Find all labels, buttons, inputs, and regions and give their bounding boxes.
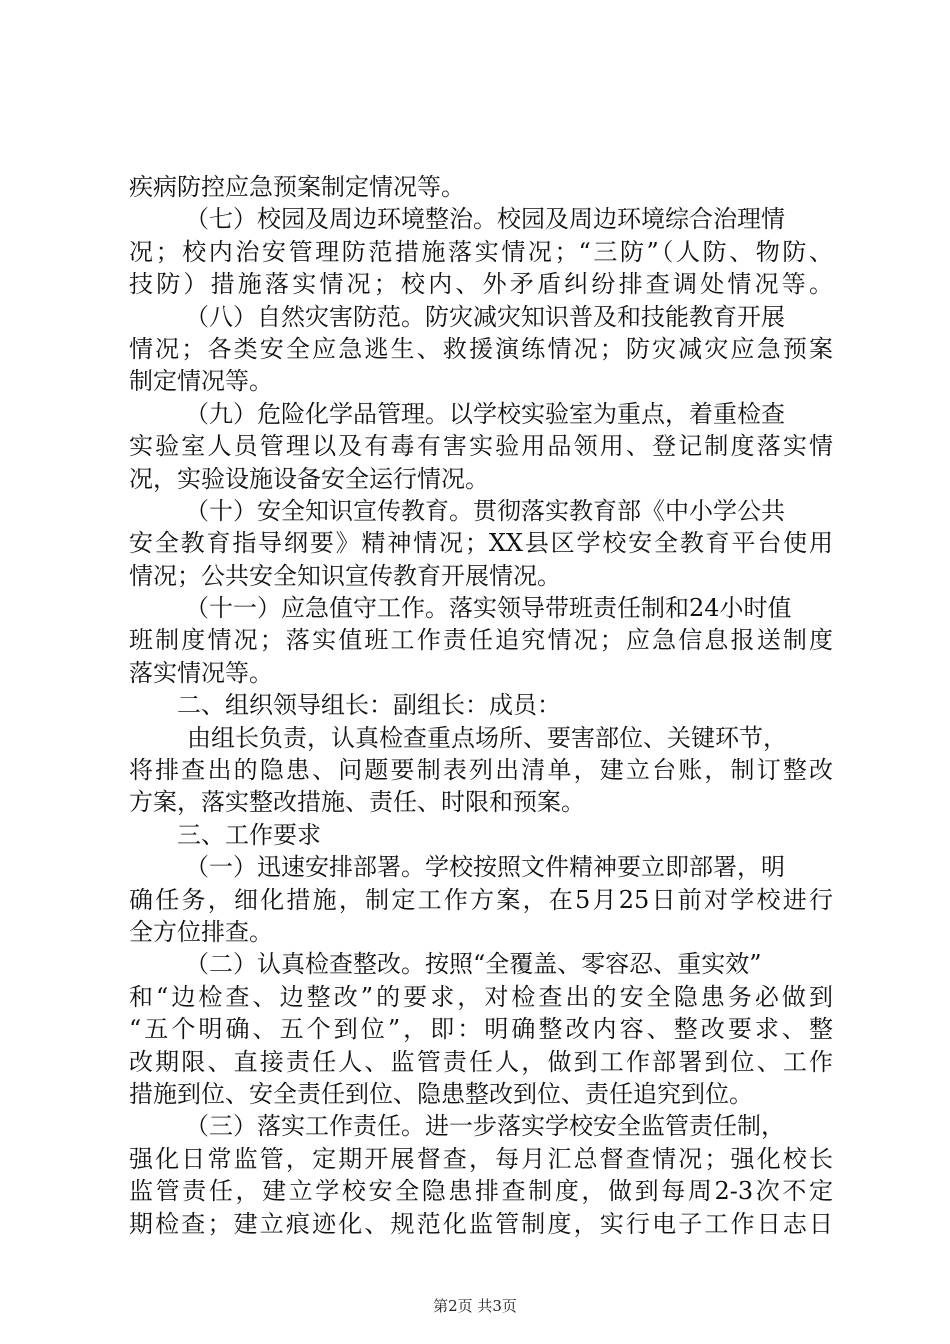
text-line: 由组长负责，认真检查重点场所、要害部位、关键环节， — [187, 723, 787, 752]
text-line: 技防）措施落实情况；校内、外矛盾纠纷排查调处情况等。 — [129, 270, 833, 299]
page-footer: 第2页 共3页 — [433, 1297, 517, 1315]
text-line: 班制度情况；落实值班工作责任追究情况；应急信息报送制度 — [129, 626, 833, 655]
text-line: 确任务，细化措施，制定工作方案，在5月25日前对学校进行 — [129, 885, 833, 914]
text-line: 况，实验设施设备安全运行情况。 — [129, 464, 489, 493]
text-line: 和“边检查、边整改”的要求，对检查出的安全隐患务必做到 — [129, 982, 833, 1011]
text-line: （十）安全知识宣传教育。贯彻落实教育部《中小学公共 — [185, 496, 785, 525]
text-line: 情况；公共安全知识宣传教育开展情况。 — [129, 561, 561, 590]
text-line: 监管责任，建立学校安全隐患排查制度，做到每周2-3次不定 — [129, 1177, 833, 1206]
text-line: 改期限、直接责任人、监管责任人，做到工作部署到位、工作 — [129, 1047, 833, 1076]
text-line: 情况；各类安全应急逃生、救援演练情况；防灾减灾应急预案 — [129, 334, 833, 363]
text-line: 期检查；建立痕迹化、规范化监管制度，实行电子工作日志日 — [129, 1209, 833, 1238]
text-line: 落实情况等。 — [129, 658, 273, 687]
document-body — [129, 171, 833, 1240]
text-line: 二、组织领导组长：副组长：成员： — [177, 691, 561, 720]
text-line: （十一）应急值守工作。落实领导带班责任制和24小时值 — [185, 594, 792, 623]
text-line: （九）危险化学品管理。以学校实验室为重点，着重检查 — [185, 399, 785, 428]
text-line: 措施到位、安全责任到位、隐患整改到位、责任追究到位。 — [129, 1079, 753, 1108]
text-line: “五个明确、五个到位”，即：明确整改内容、整改要求、整 — [129, 1015, 833, 1044]
text-line: 方案，落实整改措施、责任、时限和预案。 — [129, 788, 585, 817]
text-line: 全方位排查。 — [129, 917, 273, 946]
text-line: （二）认真检查整改。按照“全覆盖、零容忍、重实效” — [185, 950, 762, 979]
text-line: 将排查出的隐患、问题要制表列出清单，建立台账，制订整改 — [129, 756, 833, 785]
text-line: 实验室人员管理以及有毒有害实验用品领用、登记制度落实情 — [129, 432, 833, 461]
text-line: 三、工作要求 — [177, 820, 321, 849]
text-line: 疾病防控应急预案制定情况等。 — [129, 173, 465, 201]
text-line: （七）校园及周边环境整治。校园及周边环境综合治理情 — [185, 205, 785, 234]
text-line: （八）自然灾害防范。防灾减灾知识普及和技能教育开展 — [185, 302, 785, 331]
text-line: 况；校内治安管理防范措施落实情况；“三防”（人防、物防、 — [129, 237, 833, 266]
text-line: 安全教育指导纲要》精神情况；XX县区学校安全教育平台使用 — [129, 529, 833, 558]
text-line: （一）迅速安排部署。学校按照文件精神要立即部署，明 — [185, 853, 785, 882]
text-line: 强化日常监管，定期开展督查，每月汇总督查情况；强化校长 — [129, 1144, 833, 1173]
text-line: （三）落实工作责任。进一步落实学校安全监管责任制， — [185, 1112, 785, 1141]
text-line: 制定情况等。 — [129, 367, 273, 396]
